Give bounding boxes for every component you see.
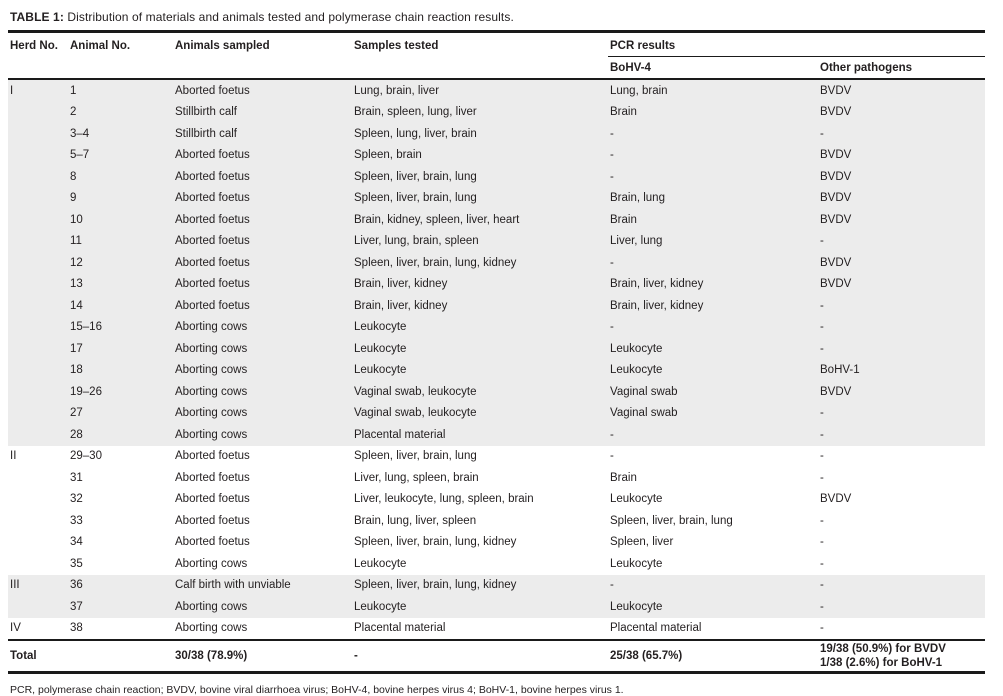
bohv4-cell: Leukocyte [610, 600, 663, 613]
table-row [8, 403, 985, 425]
other-cell: BVDV [820, 192, 852, 205]
other-cell: BVDV [820, 256, 852, 269]
col-header-pcr-results: PCR results [608, 32, 985, 57]
tested-cell: Spleen, liver, brain, lung, kidney [354, 536, 517, 549]
tested-cell: Brain, liver, kidney [354, 278, 448, 291]
bohv4-cell: Leukocyte [610, 557, 663, 570]
tested-cell: Liver, lung, brain, spleen [354, 235, 479, 248]
animal-cell: 8 [70, 170, 77, 183]
table-row [8, 209, 985, 231]
herd-cell [8, 317, 68, 339]
other-cell: - [820, 579, 824, 592]
other-cell: - [820, 536, 824, 549]
sampled-cell: Aborted foetus [175, 84, 250, 97]
other-cell: - [820, 235, 824, 248]
tested-cell: Leukocyte [354, 600, 407, 613]
other-cell: - [820, 471, 824, 484]
table-row [8, 252, 985, 274]
herd-cell [8, 338, 68, 360]
table-row [8, 510, 985, 532]
sampled-cell: Aborted foetus [175, 299, 250, 312]
other-cell: BVDV [820, 84, 852, 97]
col-header-bohv4: BoHV-4 [608, 57, 818, 80]
col-header-tested: Samples tested [354, 40, 439, 53]
table-row [8, 360, 985, 382]
table-footnote: PCR, polymerase chain reaction; BVDV, bovine viral diarrhoea virus; BoHV-4, bovine herpes virus 4; BoHV-1, bovine herpes virus 1. [10, 684, 624, 696]
sampled-cell: Aborting cows [175, 321, 248, 334]
sampled-cell: Aborted foetus [175, 213, 250, 226]
bohv4-cell: Spleen, liver [610, 536, 674, 549]
bohv4-cell: Vaginal swab [610, 407, 678, 420]
table-row [8, 424, 985, 446]
bohv4-cell: Brain, liver, kidney [610, 299, 704, 312]
table-row [8, 123, 985, 145]
total-row [8, 640, 985, 673]
animal-cell: 15–16 [70, 321, 102, 334]
herd-cell: I [10, 84, 14, 97]
animal-cell: 28 [70, 428, 83, 441]
bohv4-cell: Leukocyte [610, 342, 663, 355]
sampled-cell: Calf birth with unviable [175, 579, 291, 592]
herd-cell: II [10, 450, 17, 463]
bohv4-cell: Brain [610, 106, 637, 119]
other-cell: - [820, 342, 824, 355]
other-cell: BVDV [820, 385, 852, 398]
tested-cell: Liver, lung, spleen, brain [354, 471, 479, 484]
tested-cell: Placental material [354, 428, 446, 441]
animal-cell: 14 [70, 299, 83, 312]
sampled-cell: Aborting cows [175, 385, 248, 398]
tested-cell: Leukocyte [354, 557, 407, 570]
sampled-cell: Aborting cows [175, 600, 248, 613]
herd-cell: IV [10, 622, 21, 635]
other-cell: - [820, 407, 824, 420]
bohv4-cell: - [610, 450, 614, 463]
bohv4-cell: - [610, 256, 614, 269]
table-row [8, 575, 985, 597]
table-row [8, 79, 985, 102]
col-header-animal: Animal No. [70, 40, 131, 53]
tested-cell: Spleen, liver, brain, lung [354, 170, 477, 183]
animal-cell: 2 [70, 106, 77, 119]
col-header-sampled: Animals sampled [175, 40, 270, 53]
tested-cell: Spleen, brain [354, 149, 422, 162]
header-row-main [8, 32, 985, 57]
table-row [8, 381, 985, 403]
animal-cell: 35 [70, 557, 83, 570]
table-row [8, 145, 985, 167]
animal-cell: 34 [70, 536, 83, 549]
sampled-cell: Aborted foetus [175, 450, 250, 463]
table-header [8, 32, 985, 80]
col-header-other-pathogens: Other pathogens [818, 57, 985, 80]
bohv4-cell: - [610, 149, 614, 162]
total-other-line-1: 19/38 (50.9%) for BVDV [820, 642, 946, 655]
table-caption [10, 10, 985, 24]
bohv4-cell: Leukocyte [610, 493, 663, 506]
sampled-cell: Aborting cows [175, 364, 248, 377]
bohv4-cell: - [610, 579, 614, 592]
col-header-spacer-1 [8, 57, 68, 80]
col-header-spacer-4 [352, 57, 608, 80]
tested-cell: Lung, brain, liver [354, 84, 440, 97]
tested-cell: Spleen, liver, brain, lung [354, 450, 477, 463]
herd-cell [8, 510, 68, 532]
herd-cell [8, 166, 68, 188]
sampled-cell: Aborted foetus [175, 514, 250, 527]
animal-cell: 18 [70, 364, 83, 377]
animal-cell: 9 [70, 192, 77, 205]
sampled-cell: Aborted foetus [175, 149, 250, 162]
other-cell: - [820, 127, 824, 140]
table-row [8, 553, 985, 575]
sampled-cell: Aborted foetus [175, 471, 250, 484]
total-tested-cell: - [352, 640, 608, 673]
herd-cell [8, 532, 68, 554]
header-row-sub [8, 57, 985, 80]
animal-cell: 33 [70, 514, 83, 527]
tested-cell: Leukocyte [354, 364, 407, 377]
animal-cell: 32 [70, 493, 83, 506]
total-sampled-cell: 30/38 (78.9%) [173, 640, 352, 673]
bohv4-cell: Brain, liver, kidney [610, 278, 704, 291]
table-footer [8, 640, 985, 673]
results-table [8, 30, 985, 674]
herd-cell [8, 102, 68, 124]
herd-cell [8, 188, 68, 210]
sampled-cell: Aborted foetus [175, 235, 250, 248]
tested-cell: Brain, liver, kidney [354, 299, 448, 312]
other-cell: BVDV [820, 149, 852, 162]
sampled-cell: Aborted foetus [175, 170, 250, 183]
other-cell: BVDV [820, 170, 852, 183]
tested-cell: Placental material [354, 622, 446, 635]
sampled-cell: Aborted foetus [175, 256, 250, 269]
other-cell: - [820, 450, 824, 463]
bohv4-cell: Vaginal swab [610, 385, 678, 398]
table-caption-text: Distribution of materials and animals tested and polymerase chain reaction results. [63, 10, 514, 24]
table-row [8, 231, 985, 253]
tested-cell: Leukocyte [354, 321, 407, 334]
tested-cell: Spleen, liver, brain, lung [354, 192, 477, 205]
sampled-cell: Aborting cows [175, 342, 248, 355]
herd-cell [8, 596, 68, 618]
table-caption-label: TABLE 1: [10, 10, 64, 24]
bohv4-cell: - [610, 321, 614, 334]
total-other-line-2: 1/38 (2.6%) for BoHV-1 [820, 657, 943, 669]
bohv4-cell: - [610, 127, 614, 140]
herd-cell: III [10, 579, 20, 592]
animal-cell: 10 [70, 213, 83, 226]
other-cell: - [820, 600, 824, 613]
table-row [8, 102, 985, 124]
table-row [8, 596, 985, 618]
animal-cell: 3–4 [70, 127, 90, 140]
herd-cell [8, 295, 68, 317]
animal-cell: 5–7 [70, 149, 90, 162]
animal-cell: 38 [70, 622, 83, 635]
animal-cell: 13 [70, 278, 83, 291]
bohv4-cell: Brain [610, 471, 637, 484]
tested-cell: Brain, spleen, lung, liver [354, 106, 477, 119]
sampled-cell: Aborting cows [175, 557, 248, 570]
other-cell: - [820, 622, 824, 635]
herd-cell [8, 424, 68, 446]
other-cell: BVDV [820, 493, 852, 506]
table-body [8, 79, 985, 640]
animal-cell: 36 [70, 579, 83, 592]
herd-cell [8, 274, 68, 296]
tested-cell: Spleen, lung, liver, brain [354, 127, 477, 140]
sampled-cell: Aborted foetus [175, 192, 250, 205]
herd-cell [8, 252, 68, 274]
bohv4-cell: - [610, 170, 614, 183]
bohv4-cell: Brain, lung [610, 192, 665, 205]
table-row [8, 338, 985, 360]
sampled-cell: Aborting cows [175, 428, 248, 441]
other-cell: BVDV [820, 278, 852, 291]
tested-cell: Vaginal swab, leukocyte [354, 407, 477, 420]
table-row [8, 532, 985, 554]
tested-cell: Brain, kidney, spleen, liver, heart [354, 213, 520, 226]
animal-cell: 37 [70, 600, 83, 613]
other-cell: BVDV [820, 213, 852, 226]
table-row [8, 446, 985, 468]
bohv4-cell: Spleen, liver, brain, lung [610, 514, 733, 527]
table-row [8, 489, 985, 511]
other-cell: BoHV-1 [820, 364, 860, 377]
col-header-herd: Herd No. [10, 40, 58, 53]
sampled-cell: Aborting cows [175, 622, 248, 635]
table-row [8, 618, 985, 641]
tested-cell: Spleen, liver, brain, lung, kidney [354, 256, 517, 269]
bohv4-cell: Leukocyte [610, 364, 663, 377]
tested-cell: Liver, leukocyte, lung, spleen, brain [354, 493, 534, 506]
bohv4-cell: - [610, 428, 614, 441]
bohv4-cell: Liver, lung [610, 235, 663, 248]
other-cell: - [820, 428, 824, 441]
herd-cell [8, 489, 68, 511]
other-cell: - [820, 299, 824, 312]
herd-cell [8, 381, 68, 403]
animal-cell: 31 [70, 471, 83, 484]
other-cell: - [820, 514, 824, 527]
sampled-cell: Aborted foetus [175, 278, 250, 291]
herd-cell [8, 231, 68, 253]
herd-cell [8, 145, 68, 167]
sampled-cell: Aborted foetus [175, 493, 250, 506]
sampled-cell: Aborted foetus [175, 536, 250, 549]
herd-cell [8, 403, 68, 425]
col-header-spacer-3 [173, 57, 352, 80]
animal-cell: 1 [70, 84, 77, 97]
total-bohv4-cell: 25/38 (65.7%) [608, 640, 818, 673]
sampled-cell: Stillbirth calf [175, 127, 237, 140]
herd-cell [8, 553, 68, 575]
tested-cell: Vaginal swab, leukocyte [354, 385, 477, 398]
tested-cell: Spleen, liver, brain, lung, kidney [354, 579, 517, 592]
animal-cell: 29–30 [70, 450, 102, 463]
total-label-cell: Total [8, 640, 173, 673]
other-cell: BVDV [820, 106, 852, 119]
col-header-spacer-2 [68, 57, 173, 80]
other-cell: - [820, 557, 824, 570]
sampled-cell: Stillbirth calf [175, 106, 237, 119]
animal-cell: 12 [70, 256, 83, 269]
herd-cell [8, 467, 68, 489]
tested-cell: Leukocyte [354, 342, 407, 355]
animal-cell: 17 [70, 342, 83, 355]
table-row [8, 188, 985, 210]
herd-cell [8, 360, 68, 382]
other-cell: - [820, 321, 824, 334]
bohv4-cell: Brain [610, 213, 637, 226]
sampled-cell: Aborting cows [175, 407, 248, 420]
bohv4-cell: Lung, brain [610, 84, 668, 97]
table-row [8, 467, 985, 489]
table-row [8, 317, 985, 339]
total-other-cell [818, 640, 985, 673]
table-row [8, 295, 985, 317]
animal-cell: 27 [70, 407, 83, 420]
tested-cell: Brain, lung, liver, spleen [354, 514, 477, 527]
bohv4-cell: Placental material [610, 622, 702, 635]
animal-cell: 19–26 [70, 385, 102, 398]
herd-cell [8, 123, 68, 145]
table-row [8, 274, 985, 296]
animal-cell: 11 [70, 235, 82, 248]
herd-cell [8, 209, 68, 231]
table-row [8, 166, 985, 188]
